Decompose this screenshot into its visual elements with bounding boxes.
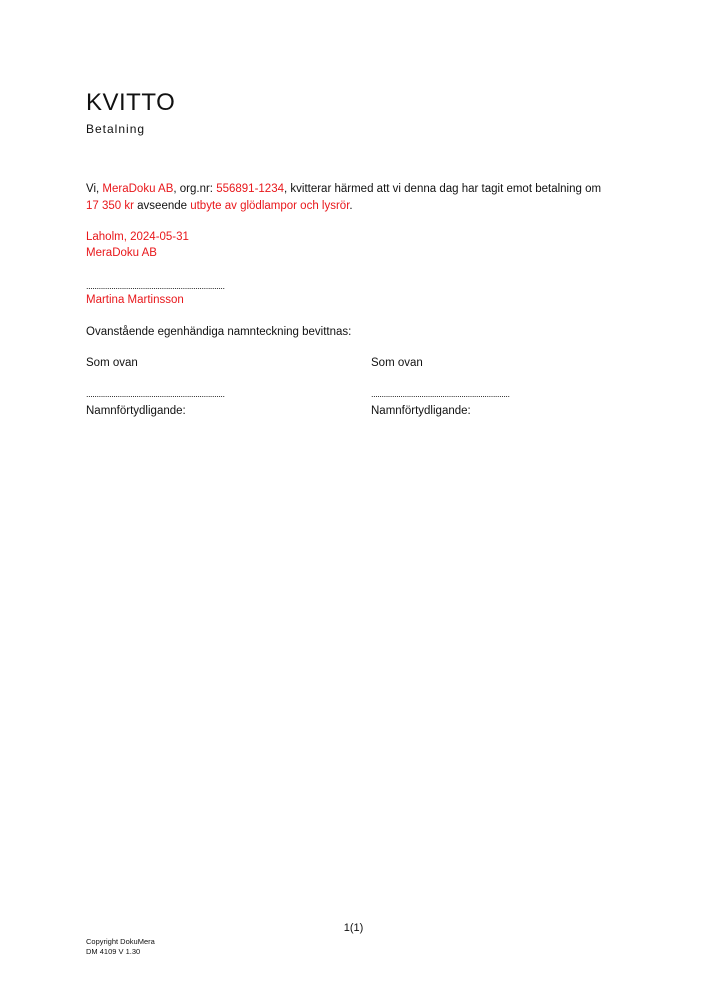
witness-right-label: Som ovan — [371, 357, 423, 369]
payment-amount: 17 350 kr — [86, 200, 134, 212]
company-name: MeraDoku AB — [102, 183, 174, 195]
place-date: Laholm, 2024-05-31 — [86, 231, 189, 243]
org-number: 556891-1234 — [216, 183, 284, 195]
receipt-paragraph — [86, 181, 606, 215]
witness-left-signature-line: .................................................................. — [86, 389, 225, 399]
body-text: , kvitterar härmed att vi denna dag har tagit emot betalning om — [284, 183, 602, 195]
footer-version: DM 4109 V 1.30 — [86, 947, 141, 956]
body-text: , org.nr: — [173, 183, 217, 195]
company-signature: MeraDoku AB — [86, 247, 157, 259]
footer-copyright: Copyright DokuMera — [86, 937, 155, 946]
witness-left-name-label: Namnförtydligande: — [86, 405, 186, 417]
witness-left-label: Som ovan — [86, 357, 138, 369]
signer-name: Martina Martinsson — [86, 294, 184, 306]
witness-right-signature-line: .................................................................. — [371, 389, 510, 399]
witness-intro: Ovanstående egenhändiga namnteckning bevittnas: — [86, 326, 352, 338]
document-subtitle: Betalning — [86, 122, 146, 136]
body-text: Vi, — [86, 183, 103, 195]
signature-line: .................................................................. — [86, 281, 225, 291]
page-number: 1(1) — [343, 922, 364, 934]
body-text: . — [349, 200, 353, 212]
document-title: KVITTO — [86, 89, 176, 116]
payment-subject: utbyte av glödlampor och lysrör — [190, 200, 350, 212]
body-text: avseende — [133, 200, 191, 212]
witness-right-name-label: Namnförtydligande: — [371, 405, 471, 417]
